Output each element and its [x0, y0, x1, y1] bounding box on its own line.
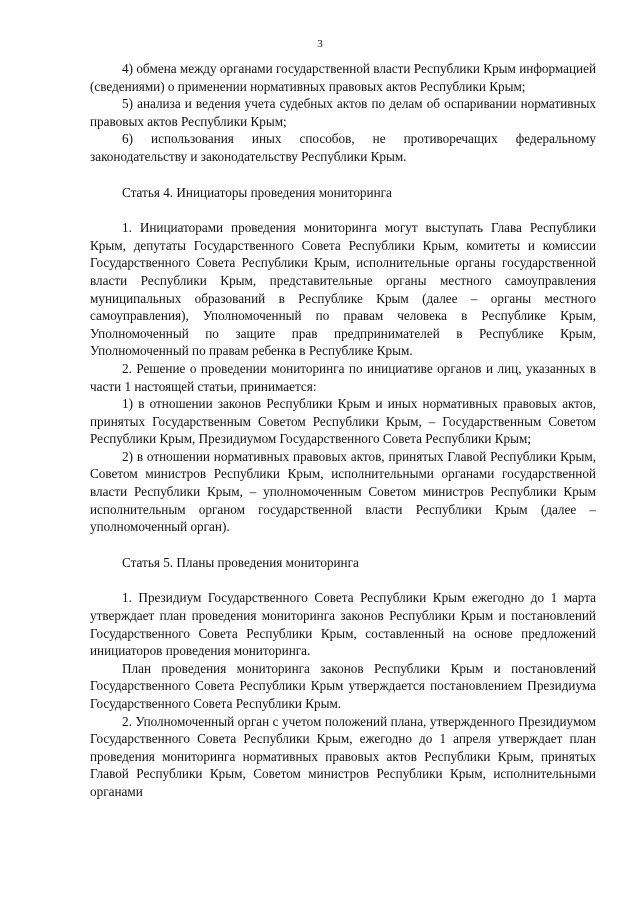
article-4-part-2-item-2: 2) в отношении нормативных правовых актов, принятых Главой Республики Крым, Советом министров Республики Крым, исполнительными органами государственной власти Республики Крым, – уполномоченным Советом министров Республики Крым исполнительным органом государственной власти Республики Крым (далее – уполномоченный орган).: [90, 448, 596, 535]
article-4-part-1: 1. Инициаторами проведения мониторинга могут выступать Глава Республики Крым, депутаты Государственного Совета Республики Крым, комитеты и комиссии Государственного Совета Республики Крым, исполнительные органы государственной власти Республики Крым, представительные органы местного самоуправления муниципальных образований в Республике Крым (далее – органы местного самоуправления), Уполномоченный по правам человека в Республике Крым, Уполномоченный по защите прав предпринимателей в Республике Крым, Уполномоченный по правам ребенка в Республике Крым.: [90, 220, 596, 359]
document-body: [90, 60, 596, 801]
article-5-part-2: 2. Уполномоченный орган с учетом положений плана, утвержденного Президиумом Государственного Совета Республики Крым, ежегодно до 1 апреля утверждает план проведения мониторинга нормативных правовых актов Республики Крым, принятых Главой Республики Крым, Советом министров Республики Крым, исполнительными органами: [90, 713, 596, 799]
article-5-part-1: 1. Президиум Государственного Совета Республики Крым ежегодно до 1 марта утверждает план проведения мониторинга законов Республики Крым и постановлений Государственного Совета Республики Крым, составленный на основе предложений инициаторов проведения мониторинга.: [90, 590, 596, 659]
article-5-part-1-continued: План проведения мониторинга законов Республики Крым и постановлений Государственного Совета Республики Крым утверждается постановлением Президиума Государственного Совета Республики Крым.: [90, 660, 596, 711]
article-4-part-2: 2. Решение о проведении мониторинга по инициативе органов и лиц, указанных в части 1 настоящей статьи, принимается:: [90, 360, 596, 394]
article-5-heading: Статья 5. Планы проведения мониторинга: [122, 554, 359, 570]
list-item-5: 5) анализа и ведения учета судебных актов по делам об оспаривании нормативных правовых актов Республики Крым;: [90, 96, 596, 129]
article-4-part-2-item-1: 1) в отношении законов Республики Крым и иных нормативных правовых актов, принятых Государственным Советом Республики Крым, – Государственным Советом Республики Крым, Президиумом Государственного Совета Республики Крым;: [90, 396, 596, 447]
article-4-heading: Статья 4. Инициаторы проведения мониторинга: [122, 184, 392, 200]
list-item-4: 4) обмена между органами государственной власти Республики Крым информацией (сведениями) о применении нормативных правовых актов Республики Крым;: [90, 61, 596, 94]
page-number: 3: [317, 38, 323, 50]
list-item-6: 6) использования иных способов, не противоречащих федеральному законодательству и законодательству Республики Крым.: [90, 131, 596, 164]
